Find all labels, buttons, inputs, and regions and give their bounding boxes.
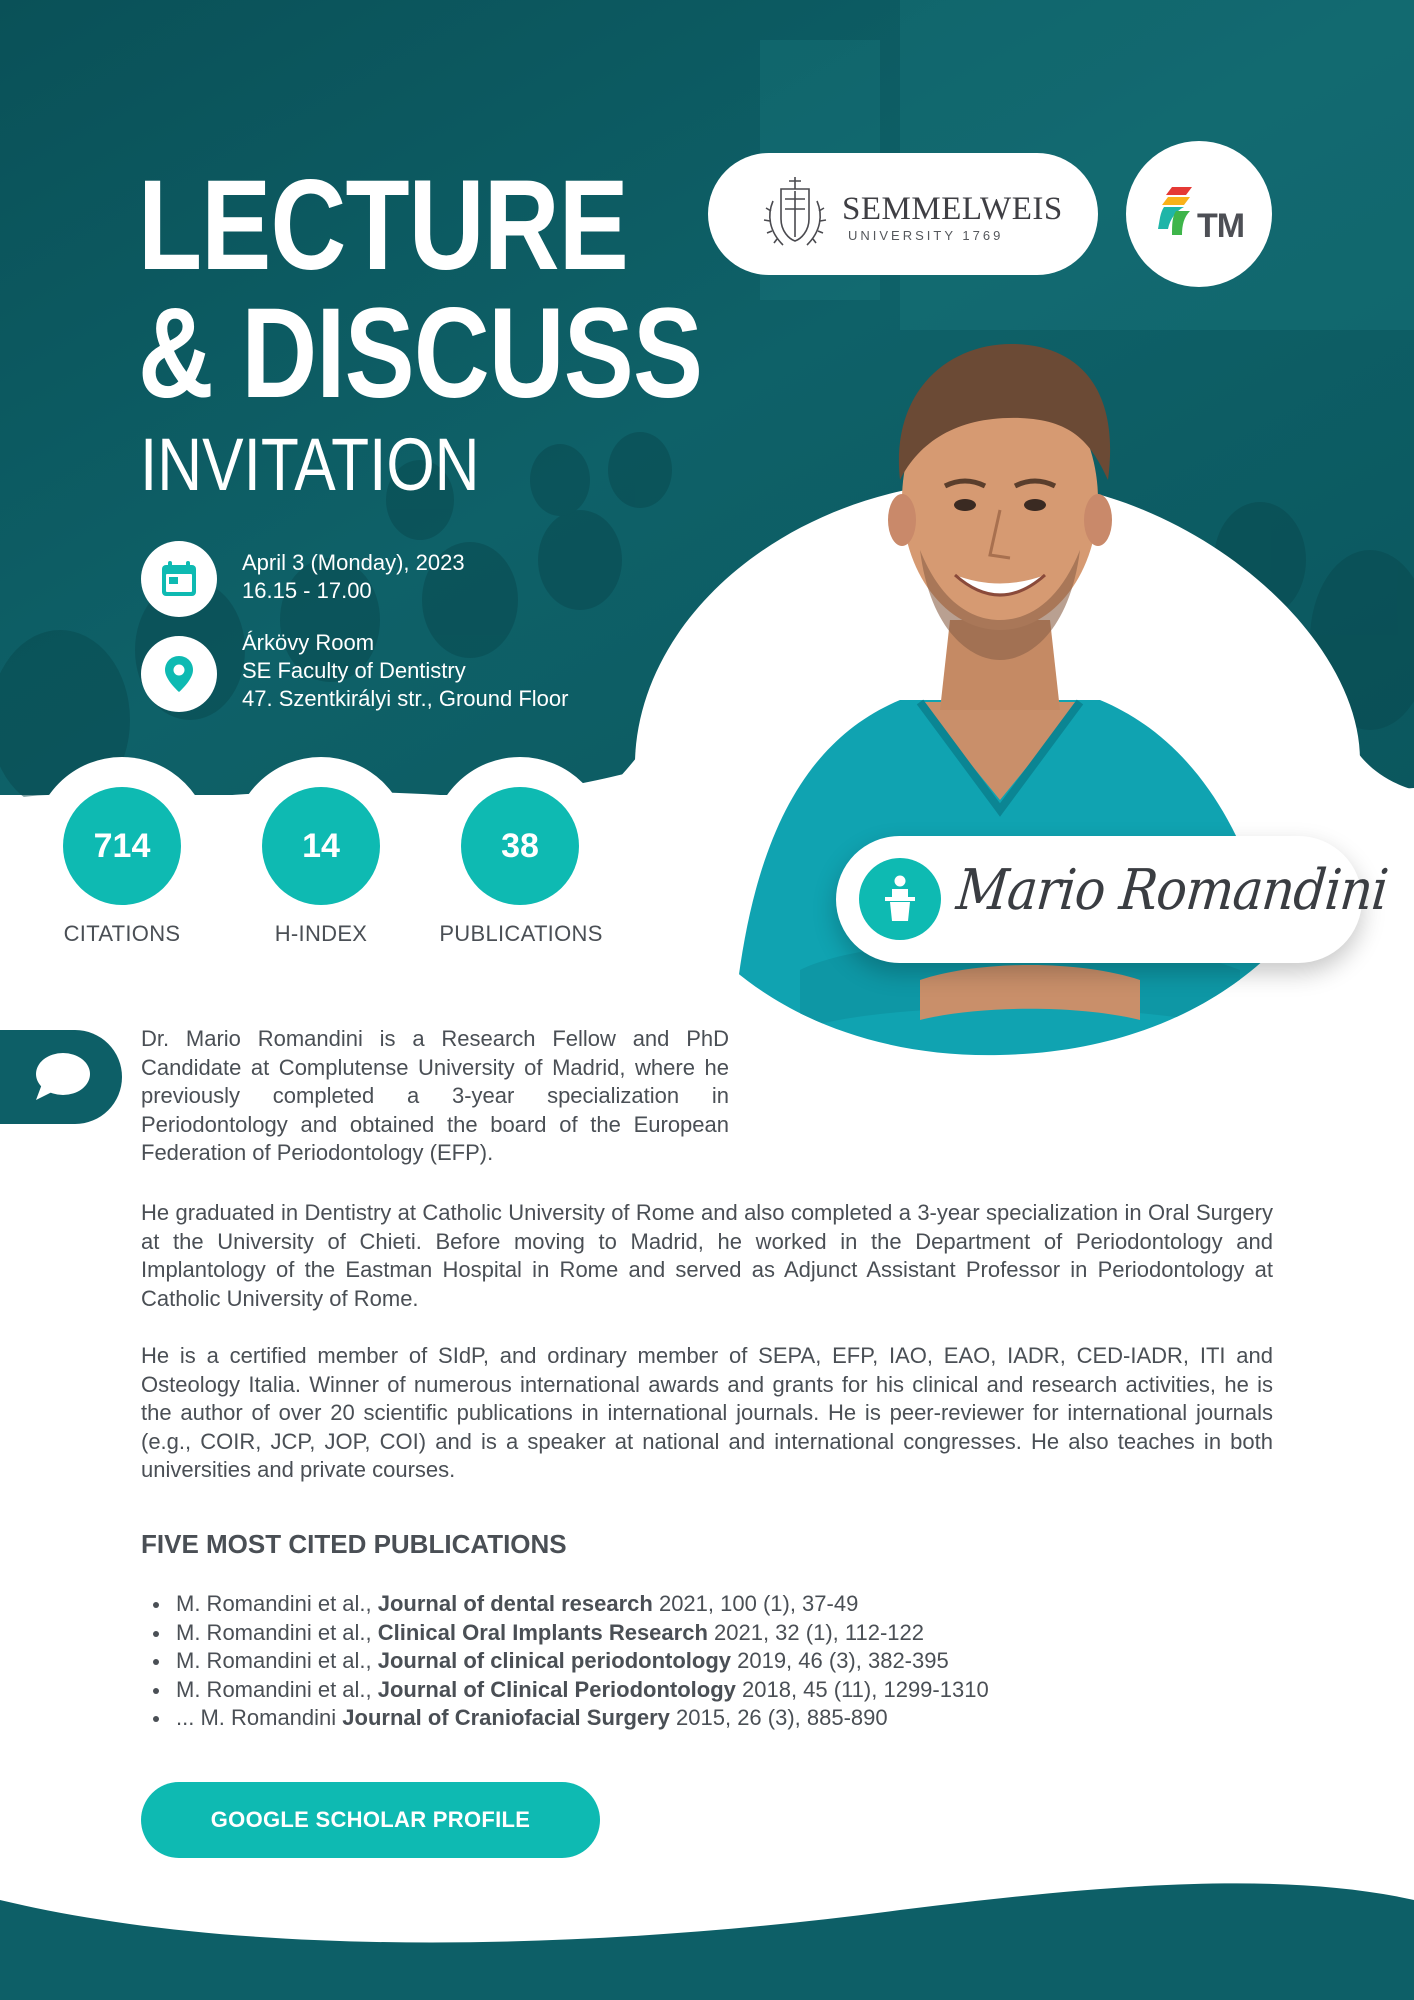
publication-item: [141, 1704, 1241, 1733]
calendar-icon: [141, 541, 217, 617]
publication-journal: Journal of clinical periodontology: [377, 1648, 731, 1674]
semmelweis-logo: [708, 153, 1098, 275]
tm-text: TM: [1197, 207, 1245, 245]
publication-authors: M. Romandini et al.,: [176, 1591, 378, 1616]
event-date: April 3 (Monday), 2023: [242, 550, 465, 575]
title-lecture: LECTURE: [138, 154, 628, 297]
location-pin-icon: [141, 636, 217, 712]
publications-heading: FIVE MOST CITED PUBLICATIONS: [141, 1529, 567, 1559]
speaker-podium-icon: [859, 858, 941, 940]
publication-details: 2021, 100 (1), 37-49: [652, 1591, 859, 1616]
stat-citations-label: CITATIONS: [63, 921, 181, 946]
publication-details: 2021, 32 (1), 112-122: [707, 1619, 924, 1645]
publications-list: [141, 1590, 1241, 1733]
bio-paragraph-1: Dr. Mario Romandini is a Research Fellow and PhD Candidate at Complutense University of Madrid, where he previously completed a 3-year specialization in Periodontology and obtained the board of the European Federation of Periodontology (EFP).: [141, 1026, 729, 1165]
bio-paragraph-3: He is a certified member of SIdP, and ordinary member of SEPA, EFP, IAO, EAO, IADR, CED-IADR, ITI and Osteology Italia. Winner of numerous international awards and grants for his clinical and research activities, he is the author of over 20 scientific publications in international journals. He is peer-reviewer for international journals (e.g., COIR, JCP, JOP, COI) and is a speaker at national and international congresses. He also teaches in both universities and private courses.: [141, 1343, 1273, 1482]
bio-paragraph-2: He graduated in Dentistry at Catholic University of Rome and also completed a 3-year specialization in Oral Surgery at the University of Chieti. Before moving to Madrid, he worked in the Department of Periodontology and Implantology of the Eastman Hospital in Rome and served as Adjunct Assistant Professor in Periodontology at Catholic University of Rome.: [141, 1200, 1273, 1311]
stat-hindex-value: 14: [262, 787, 380, 905]
publication-details: 2015, 26 (3), 885-890: [669, 1705, 888, 1731]
footer-wave: [0, 1840, 1414, 2000]
event-time: 16.15 - 17.00: [242, 578, 372, 603]
publication-journal: Journal of Clinical Periodontology: [377, 1676, 736, 1702]
stat-publications-value: 38: [461, 787, 579, 905]
publication-item: [141, 1590, 1241, 1619]
stat-citations-value: 714: [63, 787, 181, 905]
publication-authors: ... M. Romandini: [176, 1705, 343, 1731]
publication-details: 2019, 46 (3), 382-395: [731, 1648, 949, 1674]
publication-authors: M. Romandini et al.,: [176, 1619, 378, 1645]
stat-hindex-label: H-INDEX: [274, 921, 368, 946]
event-date-block: [242, 549, 465, 605]
speaker-name: Mario Romandini: [953, 858, 1391, 923]
event-address: 47. Szentkirályi str., Ground Floor: [242, 686, 569, 711]
tm-logo: [1126, 141, 1272, 287]
semmelweis-crest-icon: [751, 171, 839, 259]
publication-journal: Journal of Craniofacial Surgery: [342, 1705, 670, 1731]
title-invitation: INVITATION: [140, 423, 480, 506]
publication-journal: Journal of dental research: [377, 1591, 653, 1616]
title-discuss: & DISCUSS: [138, 282, 703, 425]
publication-authors: M. Romandini et al.,: [176, 1676, 378, 1702]
publication-item: [141, 1619, 1241, 1648]
semmelweis-name: SEMMELWEIS: [842, 191, 1063, 227]
event-location-block: [242, 629, 568, 713]
publication-journal: Clinical Oral Implants Research: [377, 1619, 708, 1645]
chat-bubble-icon: [0, 1030, 122, 1124]
google-scholar-profile-button[interactable]: GOOGLE SCHOLAR PROFILE: [141, 1782, 600, 1858]
event-faculty: SE Faculty of Dentistry: [242, 658, 466, 683]
publication-details: 2018, 45 (11), 1299-1310: [735, 1676, 989, 1702]
semmelweis-subtitle: UNIVERSITY 1769: [848, 228, 1004, 243]
publication-item: [141, 1647, 1241, 1676]
stat-publications-label: PUBLICATIONS: [439, 921, 603, 946]
publication-authors: M. Romandini et al.,: [176, 1648, 378, 1674]
publication-item: [141, 1676, 1241, 1705]
speaker-name-card: [836, 836, 1391, 963]
event-room: Árkövy Room: [242, 630, 375, 655]
